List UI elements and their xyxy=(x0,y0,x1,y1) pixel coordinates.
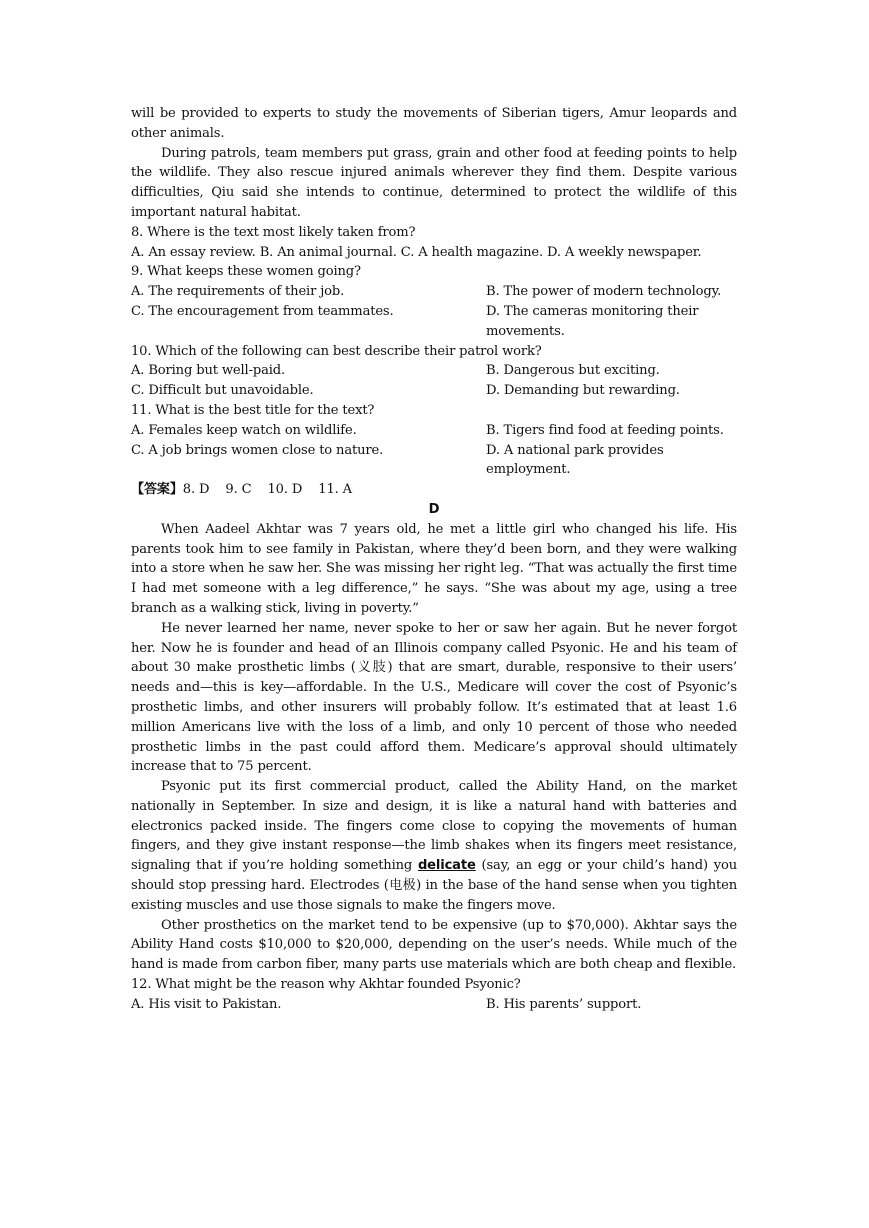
question-stem: 9. What keeps these women going? xyxy=(131,264,361,280)
question-8 xyxy=(131,223,737,263)
question-12 xyxy=(131,975,737,1015)
option-d: D. A national park provides employment. xyxy=(486,442,664,478)
passage-d-paragraph-1: When Aadeel Akhtar was 7 years old, he met a little girl who changed his life. His parents took him to see family in Pakistan, where they’d been born, and they were walking into a store when he saw her. She was missing her right leg. “That was actually the first time I had met someone with a leg difference,” he says. “She was about my age, using a tree branch as a walking stick, living in poverty.” xyxy=(131,521,737,616)
passage-d-heading: D xyxy=(428,501,440,517)
passage-d-paragraph-4: Other prosthetics on the market tend to be expensive (up to $70,000). Akhtar says the Ability Hand costs $10,000 to $20,000, depending on the user’s needs. While much of the hand is made from carbon fiber, many parts use materials which are both cheap and flexible. xyxy=(131,917,737,973)
option-b: B. Dangerous but exciting. xyxy=(486,363,660,379)
document-page xyxy=(131,104,737,1015)
option-b: B. The power of modern technology. xyxy=(486,284,722,300)
question-stem: 8. Where is the text most likely taken from? xyxy=(131,224,416,240)
option-b: B. Tigers find food at feeding points. xyxy=(486,422,724,438)
passage-d-paragraph-2: He never learned her name, never spoke to her or saw her again. But he never forgot her. Now he is founder and head of an Illinois company called Psyonic. He and his team of about 30 make prosthetic limbs (义肢) that are smart, durable, responsive to their users’ needs and—this is key—affordable. In the U.S., Medicare will cover the cost of Psyonic’s prosthetic limbs, and other insurers will probably follow. It’s estimated that at least 1.6 million Americans live with the loss of a limb, and only 10 percent of those who needed prosthetic limbs in the past could afford them. Medicare’s approval should ultimately increase that to 75 percent. xyxy=(131,620,737,775)
question-options: A. An essay review. B. An animal journal. C. A health magazine. D. A weekly newspaper. xyxy=(131,244,702,260)
paragraph-3-text-before: Psyonic put its first commercial product, called the Ability Hand, on the market nationally in September. In size and design, it is like a natural hand with batteries and electronics packed inside. The fingers come close to copying the movements of human fingers, and they give instant response—the limb shakes when its fingers meet resistance, signaling that if you’re holding something xyxy=(131,779,737,874)
question-11 xyxy=(131,401,737,480)
answer-key-label: 【答案】 xyxy=(131,482,183,498)
question-10 xyxy=(131,342,737,401)
passage-c-paragraph-2: During patrols, team members put grass, grain and other food at feeding points to help the wildlife. They also rescue injured animals wherever they find them. Despite various difficulties, Qiu said she intends to continue, determined to protect the wildlife of this important natural habitat. xyxy=(131,145,737,220)
option-a: A. Boring but well-paid. xyxy=(131,363,286,379)
underlined-word-delicate: delicate xyxy=(417,858,476,874)
answer-key xyxy=(131,480,737,500)
option-c: C. Difficult but unavoidable. xyxy=(131,383,314,399)
option-a: A. The requirements of their job. xyxy=(131,284,345,300)
answer-key-text: 8. D 9. C 10. D 11. A xyxy=(182,482,352,498)
option-d: D. Demanding but rewarding. xyxy=(486,383,680,399)
question-9 xyxy=(131,262,737,341)
option-a: A. His visit to Pakistan. xyxy=(131,996,282,1012)
option-c: C. The encouragement from teammates. xyxy=(131,303,394,319)
passage-c-paragraph-1: will be provided to experts to study the movements of Siberian tigers, Amur leopards and other animals. xyxy=(131,106,737,141)
passage-d-paragraph-3 xyxy=(131,777,737,916)
option-c: C. A job brings women close to nature. xyxy=(131,442,384,458)
question-stem: 10. Which of the following can best describe their patrol work? xyxy=(131,343,542,359)
option-a: A. Females keep watch on wildlife. xyxy=(131,422,357,438)
paragraph-3-text-after: (say, an egg or your child’s hand) you should stop pressing hard. Electrodes (电极) in the base of the hand sense when you tighten existing muscles and use those signals to make the fingers move. xyxy=(131,858,737,913)
question-stem: 12. What might be the reason why Akhtar founded Psyonic? xyxy=(131,977,521,993)
option-d: D. The cameras monitoring their movements. xyxy=(486,303,699,339)
question-stem: 11. What is the best title for the text? xyxy=(131,402,375,418)
option-b: B. His parents’ support. xyxy=(486,996,642,1012)
